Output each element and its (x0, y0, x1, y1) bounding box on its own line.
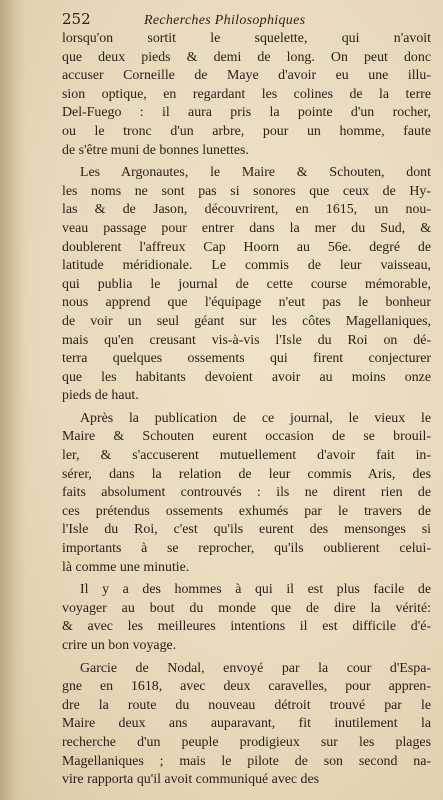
text-line: ces prétendus ossements exhumés par le travers de (62, 503, 431, 519)
text-line: veau passage pour entrer dans la mer du Sud, & (62, 220, 431, 236)
body-text (62, 30, 431, 790)
page-header (62, 10, 431, 30)
paragraph (62, 660, 431, 790)
text-line: voyager au bout du monde que de dire la vérité: (62, 600, 431, 616)
text-line: faits absolument controuvés : ils ne dirent rien de (62, 485, 431, 501)
text-line: importants à se reprocher, qu'ils oublierent celui- (62, 541, 431, 557)
page-number: 252 (62, 10, 91, 28)
page-gutter-shadow (0, 0, 26, 800)
text-line: nous apprend que l'équipage n'eut pas le bonheur (62, 295, 431, 311)
text-line: dre la route du nouveau détroit trouvé par le (62, 697, 431, 713)
text-line: pieds de haut. (62, 388, 139, 404)
paragraph (62, 164, 431, 406)
text-line: les noms ne sont pas si sonores que ceux de Hy- (62, 183, 431, 199)
running-title: Recherches Philosophiques (144, 13, 306, 28)
text-line: latitude méridionale. Le commis de leur vaisseau, (62, 258, 431, 274)
text-line: crire un bon voyage. (62, 638, 177, 653)
text-line: que les habitants devoient avoir au moins onze (62, 369, 431, 385)
text-line: Magellaniques ; mais le pilote de son second na- (62, 753, 431, 769)
text-line: accuser Corneille de Maye d'avoir eu une illu- (62, 68, 431, 84)
text-line: terra quelques ossements qui firent conjecturer (62, 351, 431, 367)
text-line: mais qu'en creusant vis-à-vis l'Isle du Roi on dé- (62, 332, 431, 348)
text-line: & avec les meilleures intentions il est difficile d'é- (62, 619, 431, 635)
text-line: Maire & Schouten eurent occasion de se brouil- (62, 429, 431, 445)
text-line: recherche d'un peuple prodigieux sur les plages (62, 734, 431, 750)
text-line: là comme une minutie. (62, 559, 190, 575)
text-line: Après la publication de ce journal, le vieux le (80, 410, 431, 426)
text-line: sion optique, en regardant les colines de la terre (62, 86, 431, 102)
text-line: de voir un seul géant sur les côtes Magellaniques, (62, 313, 431, 329)
text-line: lorsqu'on sortit le squelette, qui n'avoit (62, 31, 431, 46)
text-line: l'Isle du Roi, c'est qu'ils eurent des mensonges si (62, 522, 431, 538)
text-line: Les Argonautes, le Maire & Schouten, dont (80, 165, 431, 181)
paragraph (62, 581, 431, 655)
text-line: vire rapporta qu'il avoit communiqué avec des (62, 772, 320, 788)
text-line: Del-Fuego : il aura pris la pointe d'un rocher, (62, 105, 431, 121)
text-line: sérer, dans la relation de leur commis Aris, des (62, 466, 431, 482)
text-line: doublerent l'affreux Cap Hoorn au 56e. degré de (62, 239, 431, 255)
text-line: ou le tronc d'un arbre, pour un homme, faute (62, 123, 431, 139)
text-line: ler, & s'accuserent mutuellement d'avoir fait in- (62, 448, 431, 464)
text-line: gne en 1618, avec deux caravelles, pour appren- (62, 679, 431, 695)
paragraph (62, 410, 431, 577)
text-line: que deux pieds & demi de long. On peut donc (62, 49, 431, 65)
text-line: Garcie de Nodal, envoyé par la cour d'Espa- (80, 660, 431, 676)
text-line: qui publia le journal de cette course mémorable, (62, 276, 431, 292)
text-line: de s'être muni de bonnes lunettes. (62, 142, 249, 158)
text-line: Il y a des hommes à qui il est plus facile de (80, 582, 431, 598)
text-line: las & de Jason, découvrirent, en 1615, un nou- (62, 202, 431, 218)
paragraph (62, 30, 431, 160)
text-line: Maire deux ans auparavant, fit inutilement la (62, 716, 431, 732)
